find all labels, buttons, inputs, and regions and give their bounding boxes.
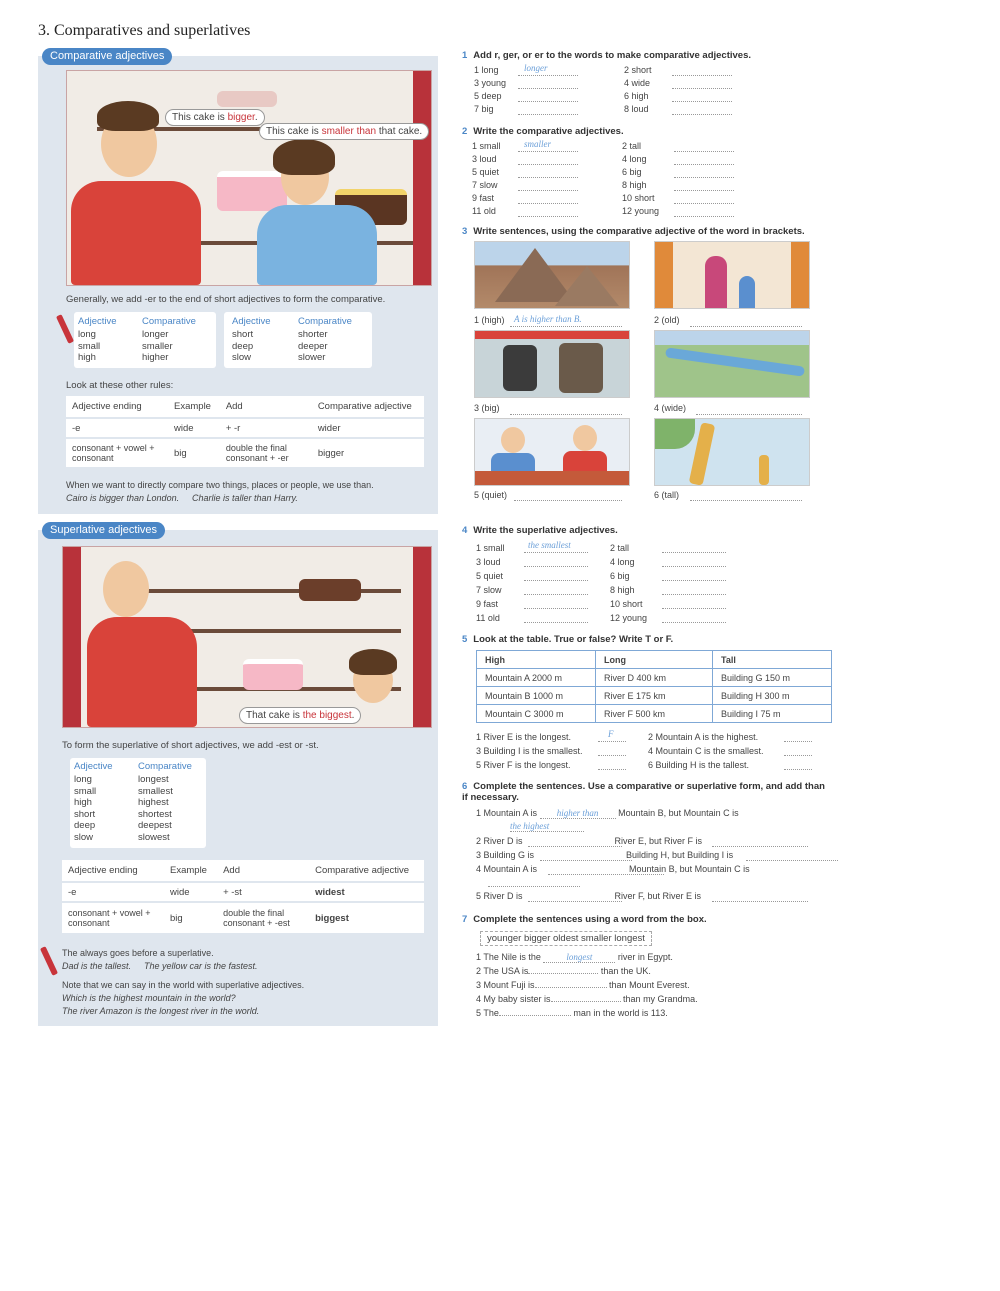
exercise-5-table: High Long Tall Mountain A 2000 m River D 400 km Building G 150 m Mountain B 1000 m River E 175 km Building H 300 m Mountain C 3000 m River F 500 km Building I 75 m	[476, 650, 832, 723]
exercise-1-left: 1 long 3 young 5 deep 7 big	[474, 65, 507, 114]
exercise-3-item-2: 2 (old)	[654, 315, 680, 325]
the-example-2: The yellow car is the fastest.	[144, 961, 258, 971]
exercise-4-right: 2 tall 4 long 6 big 8 high 10 short 12 young	[610, 543, 648, 623]
than-note: When we want to directly compare two things, places or people, we use than.	[66, 480, 374, 490]
exercise-5-left-items: 1 River E is the longest. 3 Building I is the smallest. 5 River F is the longest.	[476, 732, 583, 770]
comparative-intro: Generally, we add -er to the end of short adjectives to form the comparative.	[66, 294, 386, 305]
exercise-3-answer: A is higher than B.	[514, 314, 582, 324]
in-the-world-example-1: Which is the highest mountain in the world?	[62, 993, 236, 1003]
exercise-1-title: 1 Add r, ger, or er to the words to make comparative adjectives.	[462, 50, 752, 61]
mountains-picture	[474, 241, 630, 309]
comparative-illustration	[66, 70, 432, 286]
exercise-3-item-1: 1 (high)	[474, 315, 505, 325]
superlative-illustration	[62, 546, 432, 728]
exercise-7-word-box: younger bigger oldest smaller longest	[480, 931, 652, 946]
superlative-table: Adjective Comparative long small high short deep slow longest smallest highest shortest deepest slowest	[70, 758, 206, 848]
comparative-table-2: Adjective Comparative short deep slow shorter deeper slower	[224, 312, 372, 368]
the-example-1: Dad is the tallest.	[62, 961, 132, 971]
exercise-2-answer: smaller	[524, 139, 551, 149]
the-note: The always goes before a superlative.	[62, 948, 214, 958]
giraffes-picture	[654, 418, 810, 486]
exercise-6-sentence-1: 1 Mountain A is higher than Mountain B, but Mountain C is	[476, 808, 739, 818]
grandmother-boy-picture	[654, 241, 810, 309]
exercise-3-item-3: 3 (big)	[474, 403, 500, 413]
superlative-intro: To form the superlative of short adjectives, we add -est or -st.	[62, 740, 319, 751]
exercise-3-item-5: 5 (quiet)	[474, 490, 508, 500]
exercise-6-sentence-3: 3 Building G is Building H, but Building I is	[476, 850, 734, 860]
other-rules-label: Look at these other rules:	[66, 380, 174, 391]
exercise-5-right-items: 2 Mountain A is the highest. 4 Mountain C is the smallest. 6 Building H is the tallest.	[648, 732, 764, 770]
exercise-6-sentence-5: 5 River D is River F, but River E is	[476, 891, 702, 901]
boys-desk-picture	[474, 418, 630, 486]
exercise-7-sentence-5: 5 The man in the world is 113.	[476, 1008, 668, 1018]
exercise-6-sentence-2: 2 River D is River E, but River F is	[476, 836, 703, 846]
speech-bubble-biggest: That cake is the biggest.	[239, 707, 361, 724]
superlative-tab: Superlative adjectives	[42, 522, 165, 539]
worksheet-heading: 3. Comparatives and superlatives	[38, 22, 251, 39]
in-the-world-note: Note that we can say in the world with superlative adjectives.	[62, 980, 305, 990]
exercise-7-sentence-3: 3 Mount Fuji is than Mount Everest.	[476, 980, 690, 990]
exercise-6-sentence-4: 4 Mountain A is Mountain B, but Mountain C is	[476, 864, 750, 874]
superlative-rules-table: Adjective ending Example Add Comparative adjective -e wide + -st widest consonant + vowel + consonant big double the final consonant + -est biggest	[62, 860, 424, 935]
in-the-world-example-2: The river Amazon is the longest river in the world.	[62, 1006, 260, 1016]
exercise-4-left: 1 small 3 loud 5 quiet 7 slow 9 fast 11 old	[476, 543, 505, 623]
pencil-icon	[56, 314, 74, 344]
exercise-2-left: 1 small 3 loud 5 quiet 7 slow 9 fast 11 old	[472, 141, 501, 216]
speech-bubble-bigger: This cake is bigger.	[165, 109, 265, 126]
exercise-7-title: 7 Complete the sentences using a word from the box.	[462, 914, 707, 925]
speech-bubble-smaller: This cake is smaller than that cake.	[259, 123, 429, 140]
exercise-1-answer: longer	[524, 63, 548, 73]
jackets-picture	[474, 330, 630, 398]
than-example-2: Charlie is taller than Harry.	[192, 493, 298, 503]
exercise-7-sentence-1: 1 The Nile is the longest river in Egypt.	[476, 952, 673, 962]
exercise-7-sentence-2: 2 The USA is than the UK.	[476, 966, 651, 976]
comparative-rules-table: Adjective ending Example Add Comparative adjective -e wide + -r wider consonant + vowel + consonant big double the final consonant + -er bigger	[66, 396, 424, 469]
exercise-5-title: 5 Look at the table. True or false? Write T or F.	[462, 634, 674, 645]
exercise-1-right: 2 short 4 wide 6 high 8 loud	[624, 65, 652, 114]
exercise-3-item-6: 6 (tall)	[654, 490, 680, 500]
comparative-table-1: Adjective Comparative long small high longer smaller higher	[74, 312, 216, 368]
exercise-2-right: 2 tall 4 long 6 big 8 high 10 short 12 young	[622, 141, 660, 216]
superlative-panel	[38, 524, 438, 1026]
exercise-4-answer: the smallest	[528, 540, 571, 550]
exercise-3-item-4: 4 (wide)	[654, 403, 687, 413]
comparative-panel	[38, 50, 438, 514]
rivers-picture	[654, 330, 810, 398]
than-example-1: Cairo is bigger than London.	[66, 493, 180, 503]
comparative-tab: Comparative adjectives	[42, 48, 172, 65]
exercise-4-title: 4 Write the superlative adjectives.	[462, 525, 618, 536]
exercise-5-answer: F	[608, 729, 614, 739]
exercise-7-sentence-4: 4 My baby sister is than my Grandma.	[476, 994, 698, 1004]
pencil-icon	[40, 946, 58, 976]
exercise-6-title: 6 Complete the sentences. Use a comparative or superlative form, and add than if necessary.	[462, 781, 825, 803]
exercise-6-answer-2: the highest	[510, 821, 584, 832]
exercise-3-title: 3 Write sentences, using the comparative adjective of the word in brackets.	[462, 226, 805, 237]
exercise-2-title: 2 Write the comparative adjectives.	[462, 126, 624, 137]
